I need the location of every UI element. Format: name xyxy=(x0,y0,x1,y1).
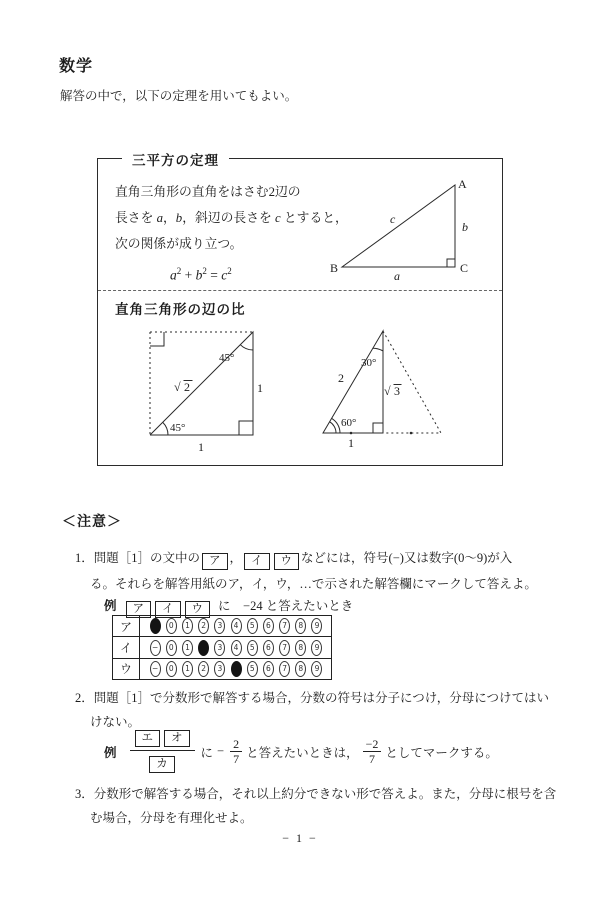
right-angle-mark xyxy=(373,423,383,433)
bubble-filled xyxy=(150,618,161,634)
numerator: −2 xyxy=(363,737,382,752)
bubble: 0 xyxy=(166,661,177,677)
note-number: 1． xyxy=(75,551,94,565)
angle-label-bottom: 45° xyxy=(170,422,186,434)
bubble: − xyxy=(150,640,161,656)
note-2-example xyxy=(104,730,498,773)
tick-dot-right xyxy=(410,432,413,435)
theorem-body xyxy=(115,179,350,289)
hypotenuse-label: 2 xyxy=(338,371,344,385)
bubble: 6 xyxy=(263,640,274,656)
denominator: 7 xyxy=(233,752,240,766)
bubble: 5 xyxy=(247,618,258,634)
bubble: 9 xyxy=(311,618,322,634)
text: と答えたいときは， xyxy=(246,745,359,760)
bubble: 7 xyxy=(279,618,290,634)
radical-sign: √ xyxy=(174,380,181,394)
example-label: 例 xyxy=(104,599,117,613)
bubble: 1 xyxy=(182,661,193,677)
theorem-box xyxy=(97,153,503,466)
angle-label-top: 30° xyxy=(361,357,377,369)
bubble: 8 xyxy=(295,640,306,656)
text: に xyxy=(200,745,214,760)
note-1-line-2: る。それらを解答用紙のア，イ，ウ，…で示された解答欄にマークして答えよ。 xyxy=(90,577,537,591)
dashed-divider xyxy=(98,290,502,291)
bubble: 0 xyxy=(166,640,177,656)
note-3-line-2: む場合，分母を有理化せよ。 xyxy=(90,811,253,825)
answer-box-a: ア xyxy=(126,601,152,618)
side-label-c: c xyxy=(390,212,396,226)
bubble: − xyxy=(150,661,161,677)
triangle-45-45-90-diagram xyxy=(146,328,272,454)
answer-box-ka: カ xyxy=(149,756,175,773)
bubble: 8 xyxy=(295,618,306,634)
page-number: − 1 − xyxy=(282,831,318,845)
bubble: 4 xyxy=(231,640,242,656)
fraction-denominator xyxy=(147,751,177,773)
bubble: 4 xyxy=(231,618,242,634)
angle-arc-top-right xyxy=(240,345,253,350)
minus-sign: − xyxy=(217,744,225,758)
dotted-right-half xyxy=(383,331,441,433)
triangle-30-60-90-diagram xyxy=(316,324,448,450)
bubble: 2 xyxy=(198,618,209,634)
side-label-a: a xyxy=(394,269,400,283)
note-number: 3． xyxy=(75,787,94,801)
side-label-right: 1 xyxy=(257,381,263,395)
bubble: 6 xyxy=(263,661,274,677)
text: ， xyxy=(163,211,176,225)
denominator: 7 xyxy=(369,752,375,766)
text: としてマークする。 xyxy=(385,745,498,760)
page-title: 数学 xyxy=(59,58,94,75)
note-2-line-2: けない。 xyxy=(90,715,141,729)
theorem-line-1: 直角三角形の直角をはさむ2辺の xyxy=(115,185,301,199)
text: に −24 と答えたいとき xyxy=(218,599,354,613)
answer-box-u: ウ xyxy=(274,553,300,570)
boxed-fraction xyxy=(130,730,195,773)
var-a: a xyxy=(170,267,177,283)
answer-box-i: イ xyxy=(244,553,270,570)
theorem-line-2 xyxy=(115,205,350,231)
plus-sign: + xyxy=(181,267,196,283)
bubble: 7 xyxy=(279,640,290,656)
var-c: c xyxy=(221,267,228,283)
bubble: 8 xyxy=(295,661,306,677)
var-b: b xyxy=(195,267,203,283)
text: ， xyxy=(229,551,243,565)
right-angle-mark xyxy=(447,259,455,267)
answer-box-a: ア xyxy=(202,553,228,570)
bubble: 3 xyxy=(214,618,225,634)
mark-row-bubbles xyxy=(140,616,332,637)
intro-text: 解答の中で，以下の定理を用いてもよい。 xyxy=(60,89,298,103)
angle-arc-60-inner xyxy=(330,422,337,433)
var-b: b xyxy=(175,211,183,225)
mark-row-bubbles xyxy=(140,637,332,658)
mark-row-label: ア xyxy=(113,616,140,637)
bubble: 9 xyxy=(311,640,322,656)
radical-sign: √ xyxy=(384,384,391,398)
bubble: 9 xyxy=(311,661,322,677)
text: 分数形で解答する場合，それ以上約分できない形で答えよ。また，分母に根号を含 xyxy=(93,787,557,801)
bubble: 1 xyxy=(182,640,193,656)
bubble-filled xyxy=(231,661,242,677)
height-label: 3 xyxy=(394,384,400,398)
angle-arc-30 xyxy=(373,348,383,351)
text: 長さを xyxy=(115,211,157,225)
hypotenuse-label: 2 xyxy=(184,380,190,394)
text: 問題［1］で分数形で解答する場合，分数の符号は分子につけ，分母につけてはい xyxy=(93,691,550,705)
angle-label-top: 45° xyxy=(219,352,235,364)
side-label-bottom: 1 xyxy=(198,440,204,454)
tick-dot-left xyxy=(350,432,353,435)
numerator: 2 xyxy=(230,737,242,752)
mark-row-label: ウ xyxy=(113,658,140,679)
note-1-line-1 xyxy=(75,548,512,570)
var-a: a xyxy=(156,211,163,225)
mark-table-row xyxy=(113,637,332,658)
side-label-bottom: 1 xyxy=(348,436,354,450)
text: ，斜辺の長さを xyxy=(182,211,275,225)
mark-table-body xyxy=(113,616,332,680)
answer-box-e: エ xyxy=(135,730,161,747)
text: とすると， xyxy=(280,211,348,225)
mark-table-row xyxy=(113,616,332,637)
right-angle-mark-bottom-right xyxy=(239,421,253,435)
note-number: 2． xyxy=(75,691,94,705)
text: などには，符号(−)又は数字(0～9)が入 xyxy=(301,551,513,565)
bubble: 5 xyxy=(247,661,258,677)
answer-box-u: ウ xyxy=(185,601,211,618)
mark-table-row xyxy=(113,658,332,679)
bubble: 5 xyxy=(247,640,258,656)
mark-row-bubbles xyxy=(140,658,332,679)
bubble: 3 xyxy=(214,640,225,656)
bubble: 0 xyxy=(166,618,177,634)
bubble: 7 xyxy=(279,661,290,677)
vertex-label-B: B xyxy=(330,261,339,275)
bubble: 6 xyxy=(263,618,274,634)
notes-heading: ＜注意＞ xyxy=(62,515,122,530)
theorem-line-3: 次の関係が成り立つ。 xyxy=(115,237,243,251)
theorem-box-title: 三平方の定理 xyxy=(122,149,229,169)
equals-sign: = xyxy=(206,267,222,283)
triangle-outline xyxy=(342,185,455,267)
bubble-filled xyxy=(198,640,209,656)
pythagorean-triangle-diagram xyxy=(330,173,492,285)
exponent: 2 xyxy=(202,266,207,276)
mark-sheet-table xyxy=(112,615,332,680)
triangle-outline xyxy=(150,332,253,435)
vertex-label-A: A xyxy=(458,177,467,191)
fraction-2-7 xyxy=(230,737,242,766)
answer-box-o: オ xyxy=(164,730,190,747)
mark-row-label: イ xyxy=(113,637,140,658)
bubble: 2 xyxy=(198,661,209,677)
exponent: 2 xyxy=(176,266,182,276)
angle-label-bottom: 60° xyxy=(341,417,357,429)
answer-box-i: イ xyxy=(155,601,181,618)
note-2-line-1 xyxy=(75,688,549,706)
text: 問題［1］の文中の xyxy=(93,551,201,565)
example-label: 例 xyxy=(104,745,117,760)
var-c: c xyxy=(274,211,281,225)
pythagorean-formula xyxy=(170,258,350,289)
exponent: 2 xyxy=(227,266,232,276)
fraction-numerator xyxy=(130,730,195,751)
bubble: 3 xyxy=(214,661,225,677)
note-3-line-1 xyxy=(75,784,556,802)
ratio-section-title: 直角三角形の辺の比 xyxy=(115,302,246,317)
vertex-label-C: C xyxy=(460,261,469,275)
side-label-b: b xyxy=(462,220,468,234)
fraction-neg2-7 xyxy=(363,737,382,766)
bubble: 1 xyxy=(182,618,193,634)
angle-arc-bottom-left xyxy=(163,422,168,435)
right-angle-mark-top-left xyxy=(150,332,164,346)
